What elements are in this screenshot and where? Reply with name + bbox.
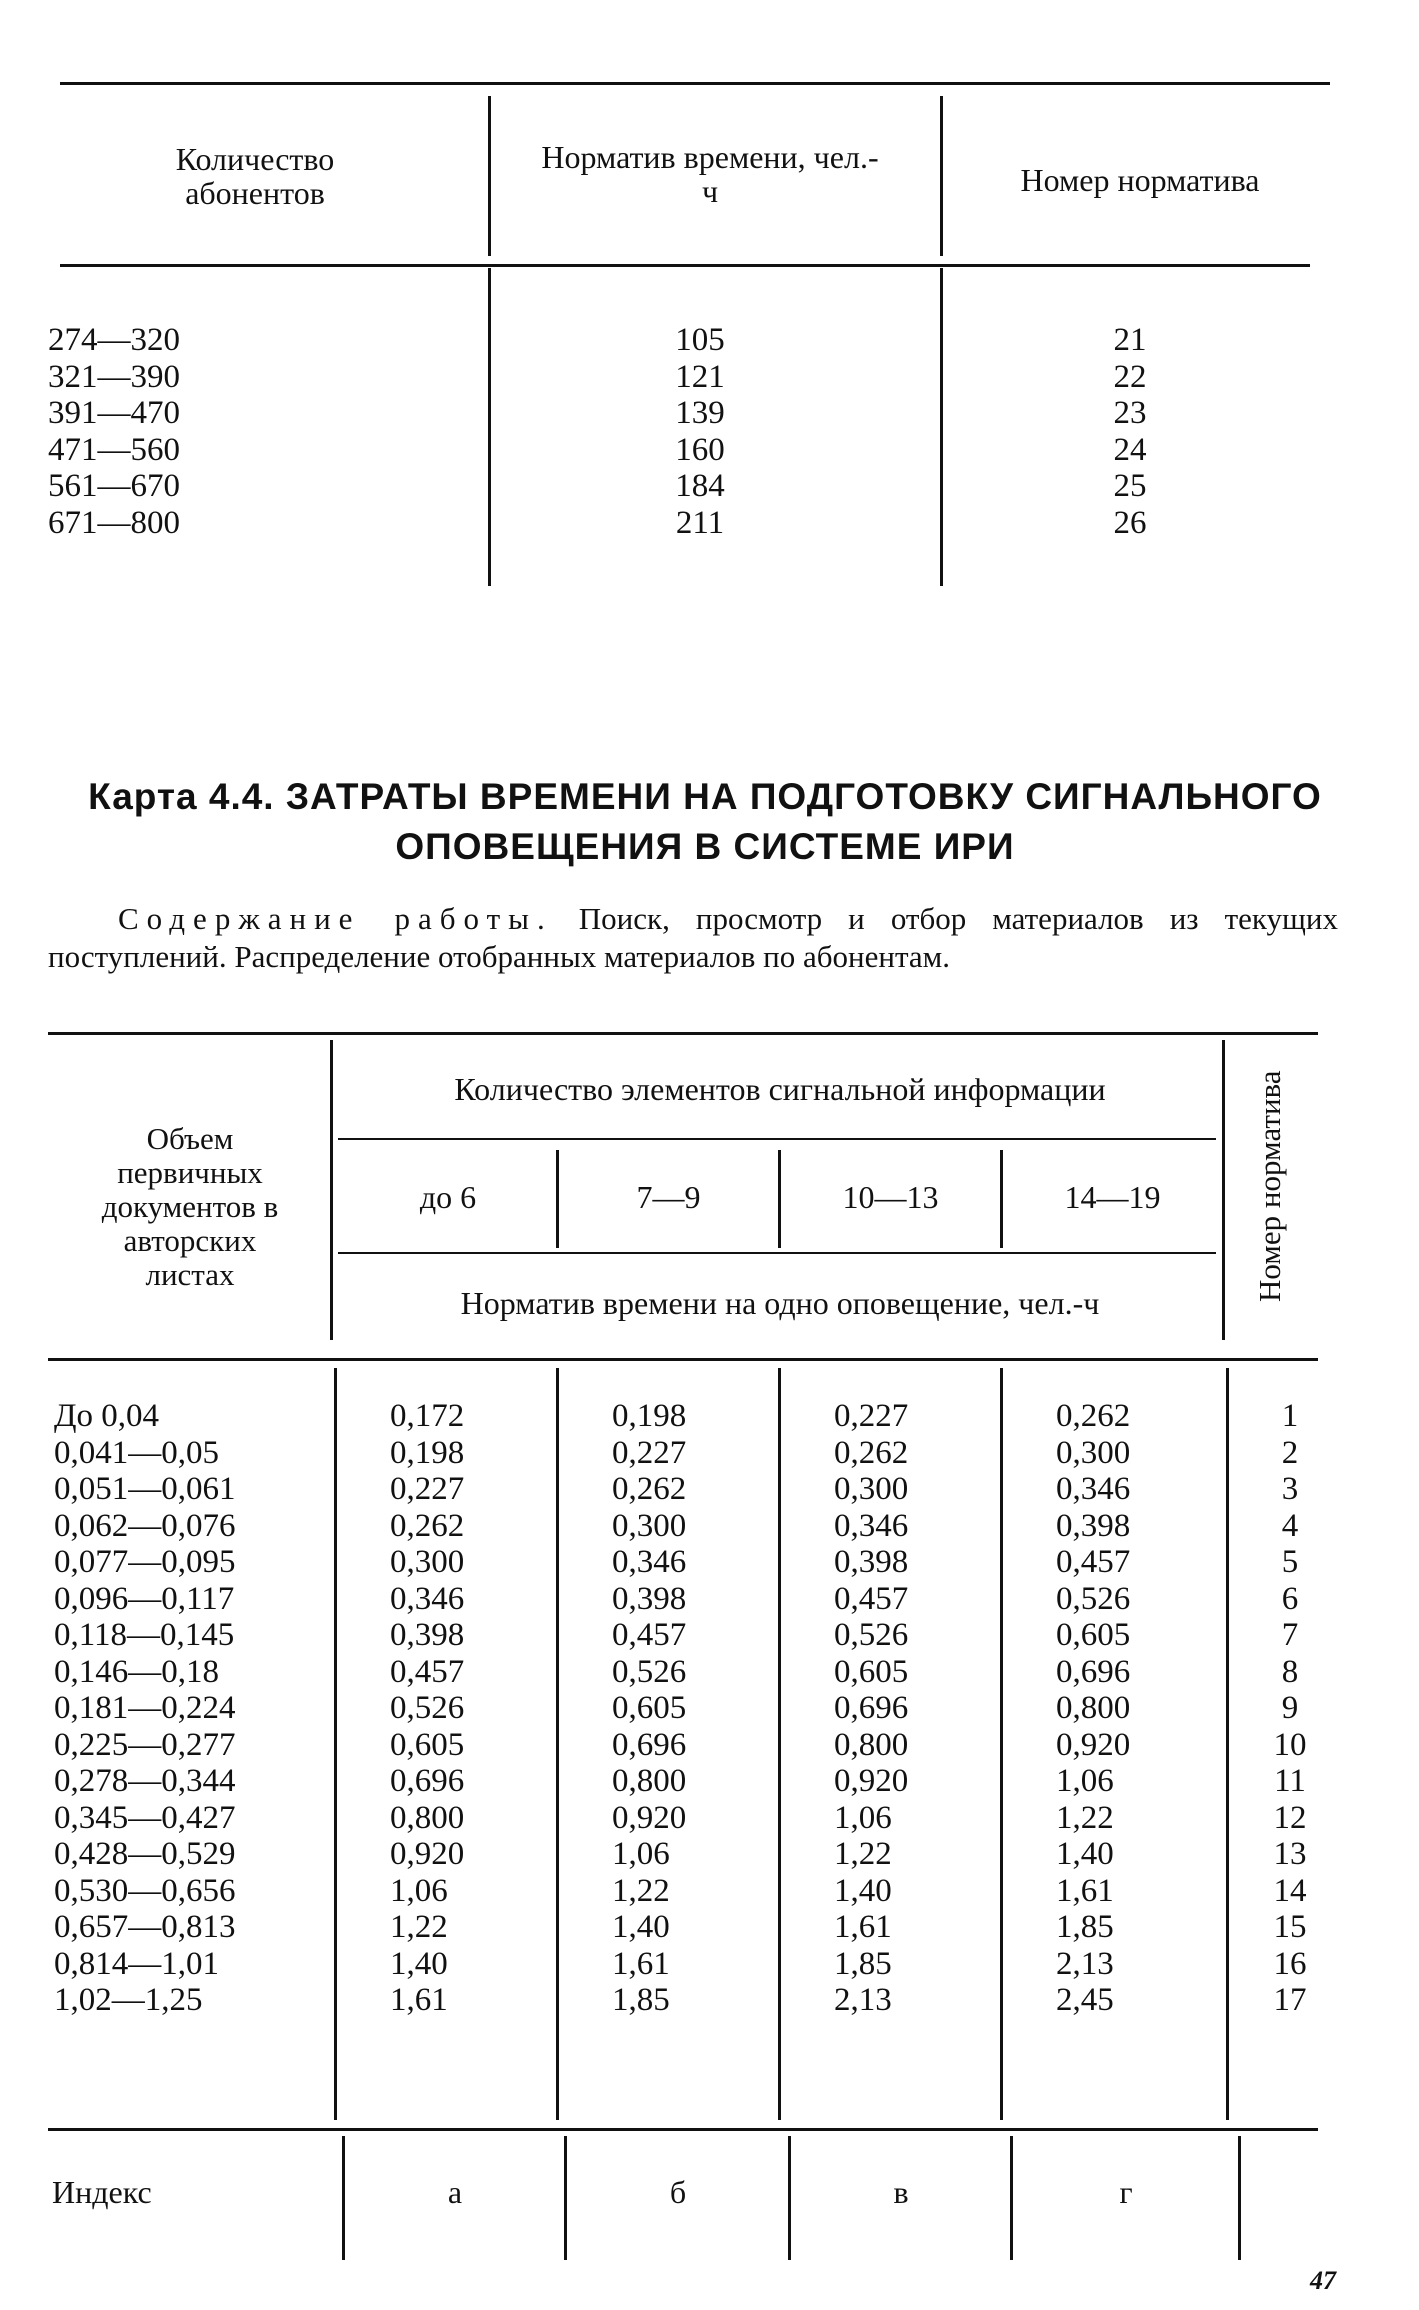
table2-cell-10-13-5: 0,398 <box>834 1544 909 1580</box>
table1-cell-subscribers-5: 561—670 <box>48 468 180 504</box>
table2-cell-upto6-12: 0,800 <box>390 1799 465 1836</box>
table2-subheader-2: 7—9 <box>636 1179 701 1215</box>
table2-cell-7-9-1: 0,198 <box>612 1398 687 1434</box>
table2-cell-14-19-13: 1,40 <box>1056 1836 1114 1872</box>
table2-col-10-13 <box>834 1398 944 2019</box>
table2-cell-number-12: 12 <box>1273 1799 1307 1836</box>
table2-header-volume: Объем первичных документов в авторских листах <box>101 1121 279 1292</box>
table2-cell-10-13-4: 0,346 <box>834 1507 909 1544</box>
table2-subheader-3: 10—13 <box>842 1179 939 1215</box>
table2-cell-7-9-17: 1,85 <box>612 1982 670 2018</box>
table2-cell-number-9: 9 <box>1281 1690 1299 1726</box>
table2-cell-14-19-11: 1,06 <box>1056 1763 1114 1799</box>
table2-cell-number-1: 1 <box>1281 1398 1299 1434</box>
table2-cell-14-19-16: 2,13 <box>1056 1945 1114 1982</box>
table2-cell-10-13-7: 0,526 <box>834 1617 909 1653</box>
table2-cell-number-11: 11 <box>1274 1763 1306 1799</box>
table2-cell-volume-1: До 0,04 <box>54 1398 160 1434</box>
table2-col-number <box>1250 1398 1330 2019</box>
table2-cell-upto6-16: 1,40 <box>390 1945 448 1982</box>
table2-cell-volume-12: 0,345—0,427 <box>54 1799 236 1836</box>
table2-cell-10-13-2: 0,262 <box>834 1434 909 1471</box>
table1-cell-norm-number-6: 26 <box>1113 504 1147 541</box>
table2-cell-10-13-3: 0,300 <box>834 1471 909 1507</box>
table2-cell-10-13-12: 1,06 <box>834 1799 892 1836</box>
table2-cell-upto6-10: 0,605 <box>390 1726 465 1763</box>
table2-cell-number-7: 7 <box>1281 1617 1299 1653</box>
table2-cell-10-13-17: 2,13 <box>834 1982 892 2018</box>
table2-cell-number-16: 16 <box>1273 1945 1307 1982</box>
table2-cell-upto6-6: 0,346 <box>390 1580 465 1617</box>
table1-cell-subscribers-2: 321—390 <box>48 358 180 395</box>
table2-cell-volume-6: 0,096—0,117 <box>54 1580 235 1617</box>
index-value-v: в <box>893 2174 909 2210</box>
table2-cell-upto6-2: 0,198 <box>390 1434 465 1471</box>
table1-cell-norm-number-4: 24 <box>1113 431 1147 468</box>
table1-col-subscribers <box>48 322 180 541</box>
table2-cell-10-13-11: 0,920 <box>834 1763 909 1799</box>
table1-header-norm-number: Номер норматива <box>1020 162 1260 198</box>
table2-cell-7-9-7: 0,457 <box>612 1617 687 1653</box>
table1-col-norm-time <box>640 322 760 541</box>
table2-cell-10-13-15: 1,61 <box>834 1909 892 1945</box>
table2-cell-14-19-9: 0,800 <box>1056 1690 1131 1726</box>
table2-cell-upto6-11: 0,696 <box>390 1763 465 1799</box>
table2-cell-7-9-13: 1,06 <box>612 1836 670 1872</box>
table2-cell-7-9-4: 0,300 <box>612 1507 687 1544</box>
table2-cell-7-9-9: 0,605 <box>612 1690 687 1726</box>
table2-col-14-19 <box>1056 1398 1166 2019</box>
index-value-b: б <box>669 2174 687 2210</box>
table2-cell-volume-7: 0,118—0,145 <box>54 1617 235 1653</box>
card-title-line2: ОПОВЕЩЕНИЯ В СИСТЕМЕ ИРИ <box>395 826 1015 867</box>
card-content <box>48 900 1338 976</box>
table2-cell-14-19-12: 1,22 <box>1056 1799 1114 1836</box>
table2-cell-number-5: 5 <box>1281 1544 1299 1580</box>
table1-cell-norm-number-2: 22 <box>1113 358 1147 395</box>
table2-cell-14-19-2: 0,300 <box>1056 1434 1131 1471</box>
table2-cell-14-19-7: 0,605 <box>1056 1617 1131 1653</box>
table1-cell-norm-number-1: 21 <box>1113 322 1147 358</box>
table1-cell-norm-time-2: 121 <box>675 358 725 395</box>
table2-cell-number-2: 2 <box>1281 1434 1299 1471</box>
index-label: Индекс <box>52 2174 152 2210</box>
table2-cell-10-13-1: 0,227 <box>834 1398 909 1434</box>
table2-cell-volume-5: 0,077—0,095 <box>54 1544 236 1580</box>
table2-cell-14-19-3: 0,346 <box>1056 1471 1131 1507</box>
table1-cell-subscribers-4: 471—560 <box>48 431 180 468</box>
table1-cell-subscribers-3: 391—470 <box>48 395 180 431</box>
table2-cell-14-19-1: 0,262 <box>1056 1398 1131 1434</box>
table2-cell-10-13-14: 1,40 <box>834 1872 892 1909</box>
table2-cell-volume-13: 0,428—0,529 <box>54 1836 236 1872</box>
table2-cell-14-19-10: 0,920 <box>1056 1726 1131 1763</box>
table2-cell-volume-16: 0,814—1,01 <box>54 1945 219 1982</box>
table1-header-norm-time: Норматив времени, чел.-ч <box>541 139 879 209</box>
table2-cell-volume-17: 1,02—1,25 <box>54 1982 203 2018</box>
content-label: Содержание работы. <box>118 901 553 936</box>
table2-cell-upto6-13: 0,920 <box>390 1836 465 1872</box>
table2-cell-volume-4: 0,062—0,076 <box>54 1507 236 1544</box>
table2-cell-volume-11: 0,278—0,344 <box>54 1763 236 1799</box>
table1-cell-subscribers-6: 671—800 <box>48 504 180 541</box>
table2-cell-number-17: 17 <box>1273 1982 1307 2018</box>
table2-cell-upto6-9: 0,526 <box>390 1690 465 1726</box>
table1-cell-norm-time-6: 211 <box>675 504 725 541</box>
table2-cell-7-9-15: 1,40 <box>612 1909 670 1945</box>
table2-cell-14-19-14: 1,61 <box>1056 1872 1114 1909</box>
table2-col-volume <box>54 1398 236 2019</box>
table2-cell-7-9-2: 0,227 <box>612 1434 687 1471</box>
table2-cell-10-13-13: 1,22 <box>834 1836 892 1872</box>
table2-cell-14-19-6: 0,526 <box>1056 1580 1131 1617</box>
table2-cell-14-19-15: 1,85 <box>1056 1909 1114 1945</box>
table2-cell-7-9-12: 0,920 <box>612 1799 687 1836</box>
table2-cell-upto6-8: 0,457 <box>390 1653 465 1690</box>
page-number: 47 <box>1310 2266 1336 2295</box>
table1-cell-norm-time-5: 184 <box>675 468 725 504</box>
table2-cell-volume-14: 0,530—0,656 <box>54 1872 236 1909</box>
table2-subheader-4: 14—19 <box>1064 1179 1161 1215</box>
table2-cell-number-4: 4 <box>1281 1507 1299 1544</box>
table2-cell-upto6-14: 1,06 <box>390 1872 448 1909</box>
table2-cell-number-8: 8 <box>1281 1653 1299 1690</box>
table2-header-norm: Норматив времени на одно оповещение, чел.-ч <box>460 1285 1100 1321</box>
table2-cell-7-9-6: 0,398 <box>612 1580 687 1617</box>
table2-cell-number-14: 14 <box>1273 1872 1307 1909</box>
table2-cell-volume-9: 0,181—0,224 <box>54 1690 236 1726</box>
table2-cell-volume-2: 0,041—0,05 <box>54 1434 219 1471</box>
table2-cell-7-9-11: 0,800 <box>612 1763 687 1799</box>
table1-header-subscribers: Количество абонентов <box>175 141 335 211</box>
table2-cell-7-9-8: 0,526 <box>612 1653 687 1690</box>
table2-cell-number-10: 10 <box>1273 1726 1307 1763</box>
table2-col-upto6 <box>390 1398 500 2019</box>
card-title-line1: Карта 4.4. ЗАТРАТЫ ВРЕМЕНИ НА ПОДГОТОВКУ СИГНАЛЬНОГО <box>88 776 1322 817</box>
table2-cell-10-13-9: 0,696 <box>834 1690 909 1726</box>
table2-cell-14-19-17: 2,45 <box>1056 1982 1114 2018</box>
table2-cell-14-19-5: 0,457 <box>1056 1544 1131 1580</box>
table2-cell-7-9-14: 1,22 <box>612 1872 670 1909</box>
table2-cell-7-9-10: 0,696 <box>612 1726 687 1763</box>
table1-cell-subscribers-1: 274—320 <box>48 322 180 358</box>
table1-col-norm-number <box>1080 322 1180 541</box>
table2-header-number: Номер норматива <box>1252 1070 1287 1302</box>
table2-col-7-9 <box>612 1398 722 2019</box>
table2-cell-10-13-10: 0,800 <box>834 1726 909 1763</box>
table2-subheader-1: до 6 <box>419 1179 477 1215</box>
table2-cell-7-9-3: 0,262 <box>612 1471 687 1507</box>
table2-cell-upto6-17: 1,61 <box>390 1982 448 2018</box>
table2-cell-10-13-8: 0,605 <box>834 1653 909 1690</box>
table2-cell-upto6-15: 1,22 <box>390 1909 448 1945</box>
table2-cell-14-19-4: 0,398 <box>1056 1507 1131 1544</box>
index-value-g: г <box>1119 2174 1133 2210</box>
table1-cell-norm-number-5: 25 <box>1113 468 1147 504</box>
table1-cell-norm-number-3: 23 <box>1113 395 1147 431</box>
table1-cell-norm-time-4: 160 <box>675 431 725 468</box>
table2-cell-10-13-6: 0,457 <box>834 1580 909 1617</box>
table2-cell-volume-10: 0,225—0,277 <box>54 1726 236 1763</box>
table2-cell-14-19-8: 0,696 <box>1056 1653 1131 1690</box>
table1-cell-norm-time-1: 105 <box>675 322 725 358</box>
table2-cell-volume-3: 0,051—0,061 <box>54 1471 236 1507</box>
table2-cell-number-3: 3 <box>1281 1471 1299 1507</box>
table2-cell-volume-15: 0,657—0,813 <box>54 1909 236 1945</box>
table1-cell-norm-time-3: 139 <box>675 395 725 431</box>
table2-cell-number-15: 15 <box>1273 1909 1307 1945</box>
table2-cell-number-13: 13 <box>1273 1836 1307 1872</box>
table2-cell-upto6-3: 0,227 <box>390 1471 465 1507</box>
table2-cell-upto6-7: 0,398 <box>390 1617 465 1653</box>
table2-cell-upto6-1: 0,172 <box>390 1398 465 1434</box>
table2-cell-upto6-5: 0,300 <box>390 1544 465 1580</box>
index-value-a: а <box>447 2174 463 2210</box>
table2-cell-7-9-16: 1,61 <box>612 1945 670 1982</box>
table2-cell-volume-8: 0,146—0,18 <box>54 1653 219 1690</box>
content-text: Поиск, просмотр и отбор материалов из текущих поступлений. Распределение отобранных материалов по абонентам. <box>48 901 1338 974</box>
table2-cell-10-13-16: 1,85 <box>834 1945 892 1982</box>
table2-cell-number-6: 6 <box>1281 1580 1299 1617</box>
table2-cell-upto6-4: 0,262 <box>390 1507 465 1544</box>
table2-cell-7-9-5: 0,346 <box>612 1544 687 1580</box>
table2-header-group: Количество элементов сигнальной информации <box>454 1071 1106 1107</box>
